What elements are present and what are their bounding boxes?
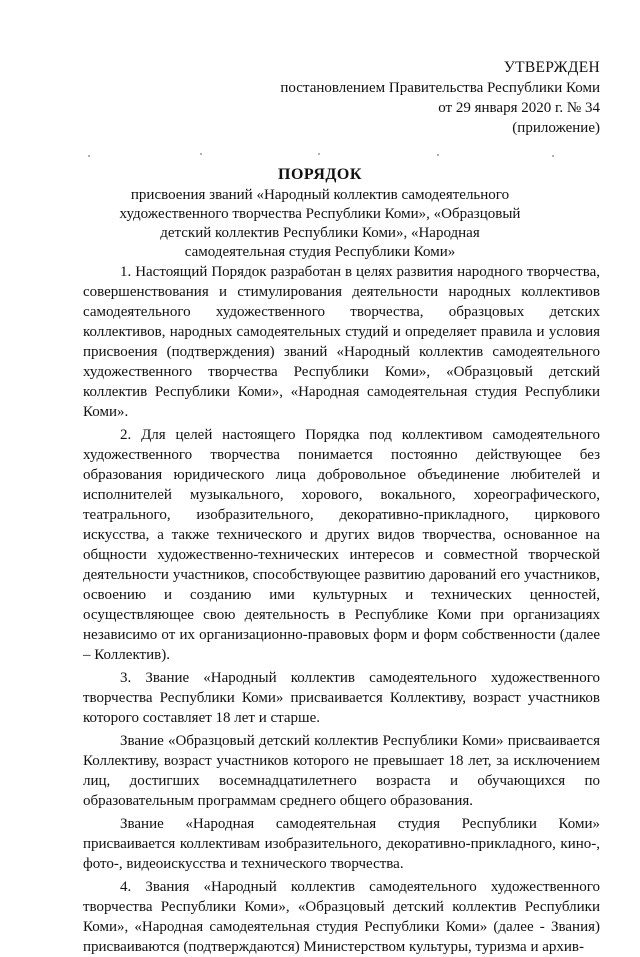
- paragraph-2: 2. Для целей настоящего Порядка под коллективом самодеятельного художественного творчества понимается постоянно действующее без образования юридического лица добровольное объединение любителей и исполнителей музыкального, хорового, вокального, хореографического, театрального, изобразительного, декоративно-прикладного, циркового искусства, а также технического и других видов творчества, основанное на общности художественно-технических интересов и совместной творческой деятельности участников, способствующее развитию дарований его участников, освоению и созданию ими культурных и технических ценностей, осуществляющее свою деятельность в Республике Коми при организациях независимо от их организационно-правовых форм и форм собственности (далее – Коллектив).: [83, 427, 600, 663]
- paragraph-5: Звание «Народная самодеятельная студия Республики Коми» присваивается коллективам изобразительного, декоративно-прикладного, кино-, фото-, видеоискусства и технического творчества.: [83, 816, 600, 872]
- scan-speck: [318, 153, 320, 155]
- paragraph-4: Звание «Образцовый детский коллектив Республики Коми» присваивается Коллективу, возраст участников которого не превышает 18 лет, за исключением лиц, достигших восемнадцатилетнего возраста и обучающихся по образовательным программам среднего общего образования.: [83, 733, 600, 809]
- paragraph-3: 3. Звание «Народный коллектив самодеятельного художественного творчества Республики Коми» присваивается Коллективу, возраст участников которого составляет 18 лет и старше.: [83, 670, 600, 726]
- document-body: [83, 262, 600, 957]
- approval-stamp: УТВЕРЖДЕН: [503, 59, 600, 76]
- scan-speck: [200, 153, 202, 155]
- paragraph-1: 1. Настоящий Порядок разработан в целях развития народного творчества, совершенствования и стимулирования деятельности народных коллективов самодеятельного художественного творчества, образцовых детских коллективов, народных самодеятельных студий и определяет правила и условия присвоения (подтверждения) званий «Народный коллектив самодеятельного художественного творчества Республики Коми», «Образцовый детский коллектив Республики Коми», «Народная самодеятельная студия Республики Коми».: [83, 264, 600, 420]
- scan-speck: [437, 154, 439, 156]
- approval-block: [280, 58, 600, 138]
- document-heading: [0, 165, 640, 262]
- approval-line-3: (приложение): [512, 120, 600, 136]
- paragraph-6: 4. Звания «Народный коллектив самодеятельного художественного творчества Республики Коми», «Образцовый детский коллектив Республики Коми», «Народная самодеятельная студия Республики Коми» (далее - Звания) присваиваются (подтверждаются) Министерством культуры, туризма и архив-: [83, 879, 600, 955]
- scan-speck: [552, 155, 554, 157]
- scan-speck: [88, 155, 90, 157]
- approval-line-2: от 29 января 2020 г. № 34: [438, 100, 600, 116]
- document-title: ПОРЯДОК: [278, 166, 362, 183]
- document-subtitle: присвоения званий «Народный коллектив самодеятельного художественного творчества Республики Коми», «Образцовый детский коллектив Республики Коми», «Народная самодеятельная студия Республики Коми»: [119, 187, 521, 260]
- approval-line-1: постановлением Правительства Республики Коми: [280, 80, 600, 96]
